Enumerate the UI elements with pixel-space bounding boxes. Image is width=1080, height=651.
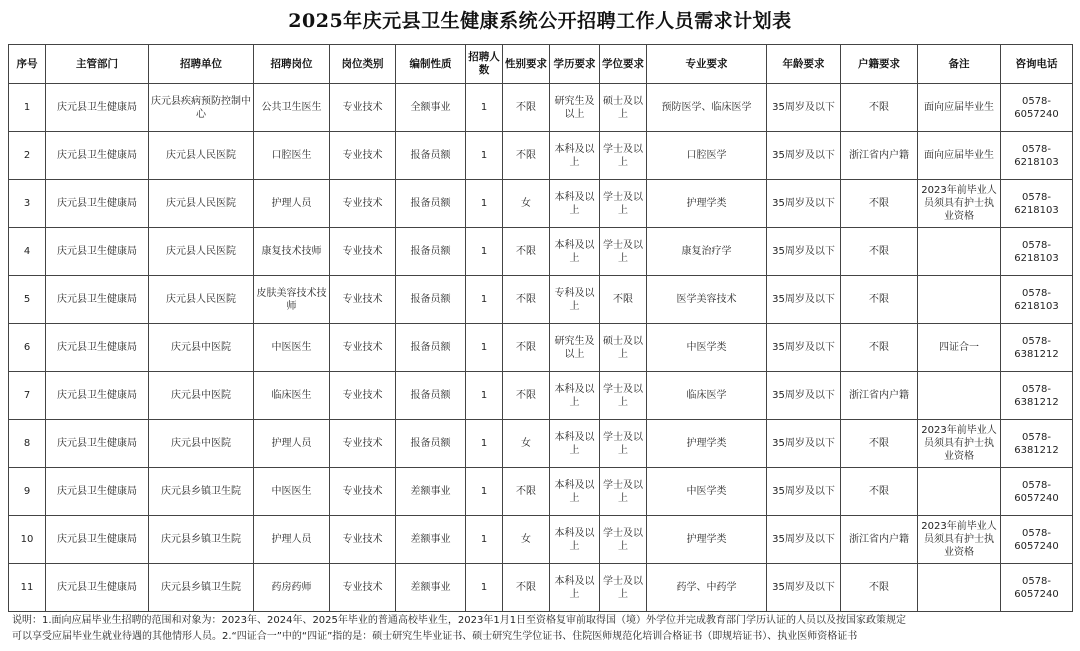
table-cell: 皮肤美容技术技师 [254, 276, 330, 324]
table-cell: 面向应届毕业生 [918, 84, 1001, 132]
table-cell: 35周岁及以下 [767, 228, 841, 276]
table-cell: 学士及以上 [600, 372, 647, 420]
table-cell: 0578-6381212 [1001, 324, 1073, 372]
table-cell: 全额事业 [396, 84, 466, 132]
table-cell: 10 [9, 516, 46, 564]
header-cell: 咨询电话 [1001, 45, 1073, 84]
table-row [9, 132, 1073, 180]
table-cell: 不限 [503, 132, 550, 180]
table-cell: 2023年前毕业人员须具有护士执业资格 [918, 420, 1001, 468]
table-cell: 不限 [503, 324, 550, 372]
table-cell: 专业技术 [330, 468, 396, 516]
table-cell: 专业技术 [330, 228, 396, 276]
footnote-line: 说明：1.面向应届毕业生招聘的范围和对象为：2023年、2024年、2025年毕业的普通高校毕业生，2023年1月1日至资格复审前取得国（境）外学位并完成教育部门学历认证的人员以及按国家政策规定 [12, 615, 907, 626]
table-cell: 4 [9, 228, 46, 276]
table-cell: 庆元县人民医院 [149, 276, 254, 324]
table-row [9, 180, 1073, 228]
table-cell: 庆元县人民医院 [149, 228, 254, 276]
table-cell: 庆元县卫生健康局 [46, 276, 149, 324]
table-cell: 0578-6057240 [1001, 564, 1073, 612]
table-cell: 报备员额 [396, 276, 466, 324]
table-cell: 不限 [841, 180, 918, 228]
table-cell: 1 [466, 420, 503, 468]
table-cell: 9 [9, 468, 46, 516]
table-cell: 不限 [503, 564, 550, 612]
table-cell: 本科及以上 [550, 372, 600, 420]
table-cell: 0578-6218103 [1001, 276, 1073, 324]
table-cell: 差额事业 [396, 468, 466, 516]
table-cell: 0578-6057240 [1001, 84, 1073, 132]
header-cell: 年龄要求 [767, 45, 841, 84]
table-cell: 不限 [841, 324, 918, 372]
header-cell: 编制性质 [396, 45, 466, 84]
table-cell: 庆元县人民医院 [149, 132, 254, 180]
table-cell: 女 [503, 516, 550, 564]
table-cell: 不限 [600, 276, 647, 324]
table-cell: 不限 [503, 468, 550, 516]
table-cell: 本科及以上 [550, 420, 600, 468]
table-cell: 本科及以上 [550, 228, 600, 276]
table-cell: 差额事业 [396, 564, 466, 612]
table-cell: 护理人员 [254, 516, 330, 564]
table-cell: 庆元县中医院 [149, 324, 254, 372]
table-cell: 报备员额 [396, 420, 466, 468]
table-cell: 四证合一 [918, 324, 1001, 372]
table-cell [918, 468, 1001, 516]
header-cell: 序号 [9, 45, 46, 84]
table-cell: 口腔医学 [647, 132, 767, 180]
table-cell: 浙江省内户籍 [841, 516, 918, 564]
table-cell: 不限 [841, 84, 918, 132]
table-cell: 不限 [841, 276, 918, 324]
table-cell: 专业技术 [330, 180, 396, 228]
table-cell: 1 [466, 228, 503, 276]
table-cell: 报备员额 [396, 372, 466, 420]
table-cell: 学士及以上 [600, 132, 647, 180]
table-cell: 学士及以上 [600, 516, 647, 564]
table-cell: 本科及以上 [550, 516, 600, 564]
table-cell: 研究生及以上 [550, 324, 600, 372]
table-row [9, 468, 1073, 516]
header-row [9, 45, 1073, 84]
table-cell: 庆元县疾病预防控制中心 [149, 84, 254, 132]
table-cell: 康复治疗学 [647, 228, 767, 276]
table-row [9, 372, 1073, 420]
table-cell: 浙江省内户籍 [841, 132, 918, 180]
table-cell: 5 [9, 276, 46, 324]
header-cell: 户籍要求 [841, 45, 918, 84]
table-cell: 1 [466, 180, 503, 228]
table-cell: 2 [9, 132, 46, 180]
footnote-line: 可以享受应届毕业生就业待遇的其他情形人员。2.“四证合一”中的“四证”指的是：硕士研究生毕业证书、硕士研究生学位证书、住院医师规范化培训合格证书（即规培证书）、执业医师资格证书 [12, 631, 858, 642]
table-cell: 0578-6381212 [1001, 420, 1073, 468]
header-cell: 学位要求 [600, 45, 647, 84]
table-row [9, 84, 1073, 132]
table-cell: 35周岁及以下 [767, 420, 841, 468]
table-cell: 护理人员 [254, 180, 330, 228]
header-cell: 招聘岗位 [254, 45, 330, 84]
table-cell: 药房药师 [254, 564, 330, 612]
table-cell: 报备员额 [396, 324, 466, 372]
table-cell: 11 [9, 564, 46, 612]
table-cell: 专业技术 [330, 84, 396, 132]
table-cell: 不限 [841, 564, 918, 612]
table-cell: 庆元县卫生健康局 [46, 420, 149, 468]
table-cell: 硕士及以上 [600, 84, 647, 132]
table-cell: 护理学类 [647, 516, 767, 564]
table-cell: 1 [9, 84, 46, 132]
table-body [9, 84, 1073, 612]
table-cell: 庆元县中医院 [149, 372, 254, 420]
table-cell: 报备员额 [396, 228, 466, 276]
table-row [9, 324, 1073, 372]
table-cell: 0578-6381212 [1001, 372, 1073, 420]
table-cell: 本科及以上 [550, 468, 600, 516]
table-cell: 专业技术 [330, 516, 396, 564]
table-cell [918, 372, 1001, 420]
table-cell: 庆元县卫生健康局 [46, 228, 149, 276]
table-cell: 康复技术技师 [254, 228, 330, 276]
table-cell: 35周岁及以下 [767, 372, 841, 420]
table-cell: 报备员额 [396, 132, 466, 180]
table-cell: 8 [9, 420, 46, 468]
table-cell: 专业技术 [330, 276, 396, 324]
table-cell: 学士及以上 [600, 180, 647, 228]
table-cell: 学士及以上 [600, 228, 647, 276]
table-row [9, 276, 1073, 324]
table-cell: 中医学类 [647, 468, 767, 516]
table-cell: 1 [466, 468, 503, 516]
table-cell: 3 [9, 180, 46, 228]
table-cell: 35周岁及以下 [767, 564, 841, 612]
table-row [9, 228, 1073, 276]
table-cell: 不限 [503, 84, 550, 132]
table-cell: 庆元县卫生健康局 [46, 180, 149, 228]
table-cell: 专业技术 [330, 372, 396, 420]
table-cell: 庆元县卫生健康局 [46, 516, 149, 564]
table-cell: 专科及以上 [550, 276, 600, 324]
table-cell [918, 564, 1001, 612]
table-cell: 报备员额 [396, 180, 466, 228]
table-cell: 护理学类 [647, 180, 767, 228]
table-cell: 2023年前毕业人员须具有护士执业资格 [918, 516, 1001, 564]
table-cell: 0578-6218103 [1001, 132, 1073, 180]
table-cell: 不限 [841, 228, 918, 276]
table-cell: 中医医生 [254, 324, 330, 372]
page-title: 2025年庆元县卫生健康系统公开招聘工作人员需求计划表 [288, 10, 792, 32]
table-cell: 庆元县乡镇卫生院 [149, 564, 254, 612]
table-cell: 庆元县卫生健康局 [46, 84, 149, 132]
table-cell: 中医学类 [647, 324, 767, 372]
table-cell: 0578-6057240 [1001, 516, 1073, 564]
table-cell: 本科及以上 [550, 564, 600, 612]
table-cell: 35周岁及以下 [767, 468, 841, 516]
table-cell: 护理学类 [647, 420, 767, 468]
table-cell: 35周岁及以下 [767, 84, 841, 132]
header-cell: 专业要求 [647, 45, 767, 84]
table-cell [918, 276, 1001, 324]
table-cell: 临床医学 [647, 372, 767, 420]
header-cell: 招聘单位 [149, 45, 254, 84]
table-cell: 浙江省内户籍 [841, 372, 918, 420]
table-cell: 1 [466, 84, 503, 132]
header-cell: 主管部门 [46, 45, 149, 84]
table-cell: 庆元县人民医院 [149, 180, 254, 228]
recruitment-table [8, 44, 1073, 612]
table-cell: 0578-6057240 [1001, 468, 1073, 516]
table-cell: 庆元县卫生健康局 [46, 468, 149, 516]
table-cell: 1 [466, 132, 503, 180]
table-cell: 庆元县乡镇卫生院 [149, 516, 254, 564]
table-cell: 口腔医生 [254, 132, 330, 180]
table-cell: 庆元县中医院 [149, 420, 254, 468]
footnote [12, 613, 1072, 645]
table-cell: 差额事业 [396, 516, 466, 564]
table-cell: 1 [466, 324, 503, 372]
table-cell: 0578-6218103 [1001, 228, 1073, 276]
table-cell: 本科及以上 [550, 180, 600, 228]
table-cell: 不限 [841, 420, 918, 468]
table-cell: 学士及以上 [600, 564, 647, 612]
table-cell: 35周岁及以下 [767, 516, 841, 564]
table-cell: 专业技术 [330, 564, 396, 612]
header-cell: 岗位类别 [330, 45, 396, 84]
table-cell: 庆元县卫生健康局 [46, 324, 149, 372]
table-cell: 庆元县卫生健康局 [46, 372, 149, 420]
table-cell: 2023年前毕业人员须具有护士执业资格 [918, 180, 1001, 228]
header-cell: 学历要求 [550, 45, 600, 84]
table-cell [918, 228, 1001, 276]
table-cell: 中医医生 [254, 468, 330, 516]
table-cell: 庆元县卫生健康局 [46, 564, 149, 612]
table-cell: 1 [466, 564, 503, 612]
table-cell: 0578-6218103 [1001, 180, 1073, 228]
table-cell: 护理人员 [254, 420, 330, 468]
table-cell: 专业技术 [330, 324, 396, 372]
table-cell: 药学、中药学 [647, 564, 767, 612]
header-cell: 招聘人数 [466, 45, 503, 84]
table-cell: 庆元县卫生健康局 [46, 132, 149, 180]
table-cell: 1 [466, 516, 503, 564]
table-cell: 临床医生 [254, 372, 330, 420]
table-cell: 本科及以上 [550, 132, 600, 180]
table-cell: 学士及以上 [600, 468, 647, 516]
table-cell: 女 [503, 420, 550, 468]
table-row [9, 564, 1073, 612]
table-cell: 专业技术 [330, 420, 396, 468]
table-cell: 35周岁及以下 [767, 324, 841, 372]
table-cell: 庆元县乡镇卫生院 [149, 468, 254, 516]
header-cell: 性别要求 [503, 45, 550, 84]
table-cell: 学士及以上 [600, 420, 647, 468]
table-cell: 专业技术 [330, 132, 396, 180]
header-cell: 备注 [918, 45, 1001, 84]
table-cell: 35周岁及以下 [767, 132, 841, 180]
table-cell: 医学美容技术 [647, 276, 767, 324]
table-cell: 女 [503, 180, 550, 228]
table-cell: 面向应届毕业生 [918, 132, 1001, 180]
table-cell: 不限 [503, 276, 550, 324]
table-cell: 35周岁及以下 [767, 180, 841, 228]
table-cell: 公共卫生医生 [254, 84, 330, 132]
table-cell: 1 [466, 276, 503, 324]
table-cell: 1 [466, 372, 503, 420]
table-cell: 不限 [503, 228, 550, 276]
table-cell: 不限 [841, 468, 918, 516]
table-cell: 不限 [503, 372, 550, 420]
table-cell: 7 [9, 372, 46, 420]
table-cell: 研究生及以上 [550, 84, 600, 132]
table-cell: 35周岁及以下 [767, 276, 841, 324]
table-row [9, 420, 1073, 468]
table-row [9, 516, 1073, 564]
table-cell: 硕士及以上 [600, 324, 647, 372]
table-cell: 6 [9, 324, 46, 372]
table-cell: 预防医学、临床医学 [647, 84, 767, 132]
